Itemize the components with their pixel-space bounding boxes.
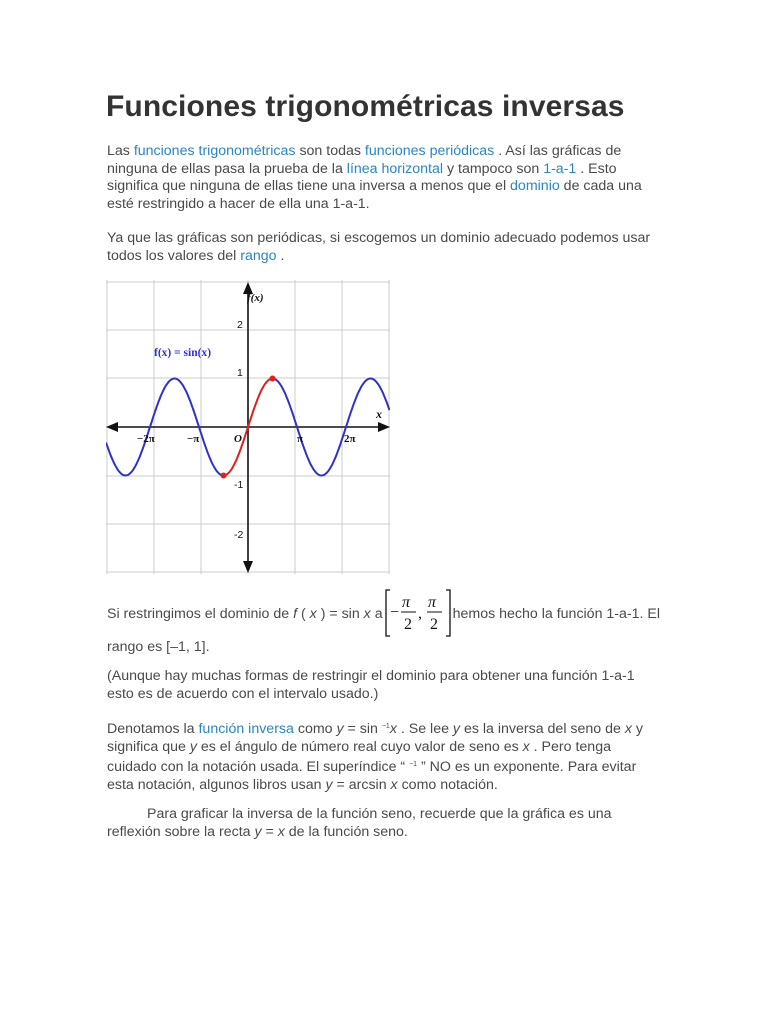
x-axis-label: x — [376, 407, 382, 421]
text: Si restringimos el dominio de — [107, 606, 294, 622]
paragraph-note: (Aunque hay muchas formas de restringir el dominio para obtener una función 1-a-1 esto es de acuerdo con el intervalo usado.) — [107, 668, 635, 702]
text: x — [624, 721, 632, 737]
text: y — [336, 721, 344, 737]
paragraph-intro — [107, 143, 662, 213]
text: . Así las gráficas de ninguna de ellas pasa la prueba de la — [107, 143, 622, 177]
link-rango[interactable]: rango — [240, 247, 277, 264]
restricted-min-point — [220, 473, 226, 479]
x-tick-label-pi: π — [297, 433, 304, 445]
link-dominio[interactable]: dominio — [510, 178, 560, 194]
text: Para graficar la inversa de la función seno, recuerde que la gráfica es una reflexión sobre la recta — [107, 806, 612, 840]
y-tick-label-neg1: -1 — [234, 479, 244, 491]
link-funciones-periodicas[interactable]: funciones periódicas — [364, 143, 495, 159]
text: de cada una esté restringido a hacer de ella una 1-a-1. — [107, 178, 642, 212]
superscript: −1 — [409, 761, 418, 768]
denominator-right: 2 — [429, 616, 438, 633]
text: de la función seno. — [284, 823, 408, 840]
text: . Esto significa que ninguna de ellas tiene una inversa a menos que el — [107, 160, 617, 194]
x-tick-label-2pi: 2π — [344, 433, 356, 445]
text: ” NO es un exponente. Para evitar esta notación, algunos libros usan — [107, 759, 637, 793]
text: Denotamos la — [107, 721, 199, 737]
text: y — [189, 738, 197, 755]
text: x — [363, 606, 371, 622]
bracket-right — [446, 590, 450, 636]
text: . Pero tenga cuidado con la notación usada. El superíndice “ — [107, 738, 611, 775]
text: = — [261, 823, 278, 840]
text: x — [390, 776, 398, 793]
text: f — [293, 606, 298, 622]
text: ) = sin — [316, 606, 364, 622]
text: como — [293, 721, 337, 737]
text: es la inversa del seno de — [460, 721, 625, 737]
text: = arcsin — [332, 776, 391, 793]
text: Ya que las gráficas son periódicas, si escogemos un dominio adecuado podemos usar todos los valores del — [107, 230, 651, 264]
paragraph-periodic — [107, 230, 662, 265]
denominator-left: 2 — [403, 616, 412, 633]
y-tick-label-2: 2 — [237, 319, 243, 331]
text: como notación. — [397, 776, 498, 793]
x-axis-right-arrow — [378, 422, 390, 432]
text: y tampoco son — [443, 160, 544, 177]
paragraph-graphing — [107, 806, 662, 841]
interval-neg-pi2-pi2 — [384, 588, 452, 638]
minus-sign: − — [389, 604, 399, 621]
y-axis-bottom-arrow — [243, 561, 253, 573]
text: x — [522, 738, 530, 755]
text: . — [276, 247, 285, 264]
function-formula-label: f(x) = sin(x) — [154, 347, 212, 359]
text: y — [254, 823, 262, 840]
comma: , — [417, 605, 422, 622]
link-funcion-inversa[interactable]: función inversa — [198, 721, 294, 737]
restricted-max-point — [270, 376, 276, 382]
link-linea-horizontal[interactable]: línea horizontal — [346, 160, 444, 177]
text: x — [309, 606, 317, 622]
text: = sin — [343, 721, 382, 737]
link-1-a-1[interactable]: 1-a-1 — [543, 160, 577, 177]
y-tick-label-1: 1 — [237, 367, 243, 379]
text: ( — [297, 606, 310, 622]
text: . Se lee — [396, 721, 453, 737]
pi-numerator-left: π — [401, 594, 410, 611]
y-tick-label-neg2: -2 — [234, 529, 244, 541]
text: y — [325, 776, 333, 793]
text: es el ángulo de número real cuyo valor de seno es — [196, 738, 523, 755]
text: Las — [107, 143, 134, 159]
x-tick-label-neg2pi: −2π — [137, 433, 155, 445]
origin-label: O — [234, 433, 242, 445]
paragraph-restriction — [107, 588, 662, 656]
text: x — [389, 721, 397, 737]
pi-numerator-right: π — [427, 594, 436, 611]
x-tick-label-negpi: −π — [187, 433, 200, 445]
y-axis-label: f(x) — [247, 292, 264, 304]
sine-graph — [106, 280, 390, 574]
paragraph-inverse — [107, 718, 662, 794]
x-axis-left-arrow — [106, 422, 118, 432]
text: y — [452, 721, 461, 737]
text: son todas — [295, 143, 365, 159]
page-title: Funciones trigonométricas inversas — [106, 90, 625, 123]
superscript: −1 — [381, 723, 390, 730]
text: x — [277, 823, 285, 840]
text: hemos hecho la función 1-a-1. El rango es [–1, 1]. — [107, 606, 661, 655]
link-funciones-trigonometricas[interactable]: funciones trigonométricas — [133, 143, 296, 159]
text: y significa que — [107, 721, 643, 755]
text: a — [370, 606, 383, 622]
